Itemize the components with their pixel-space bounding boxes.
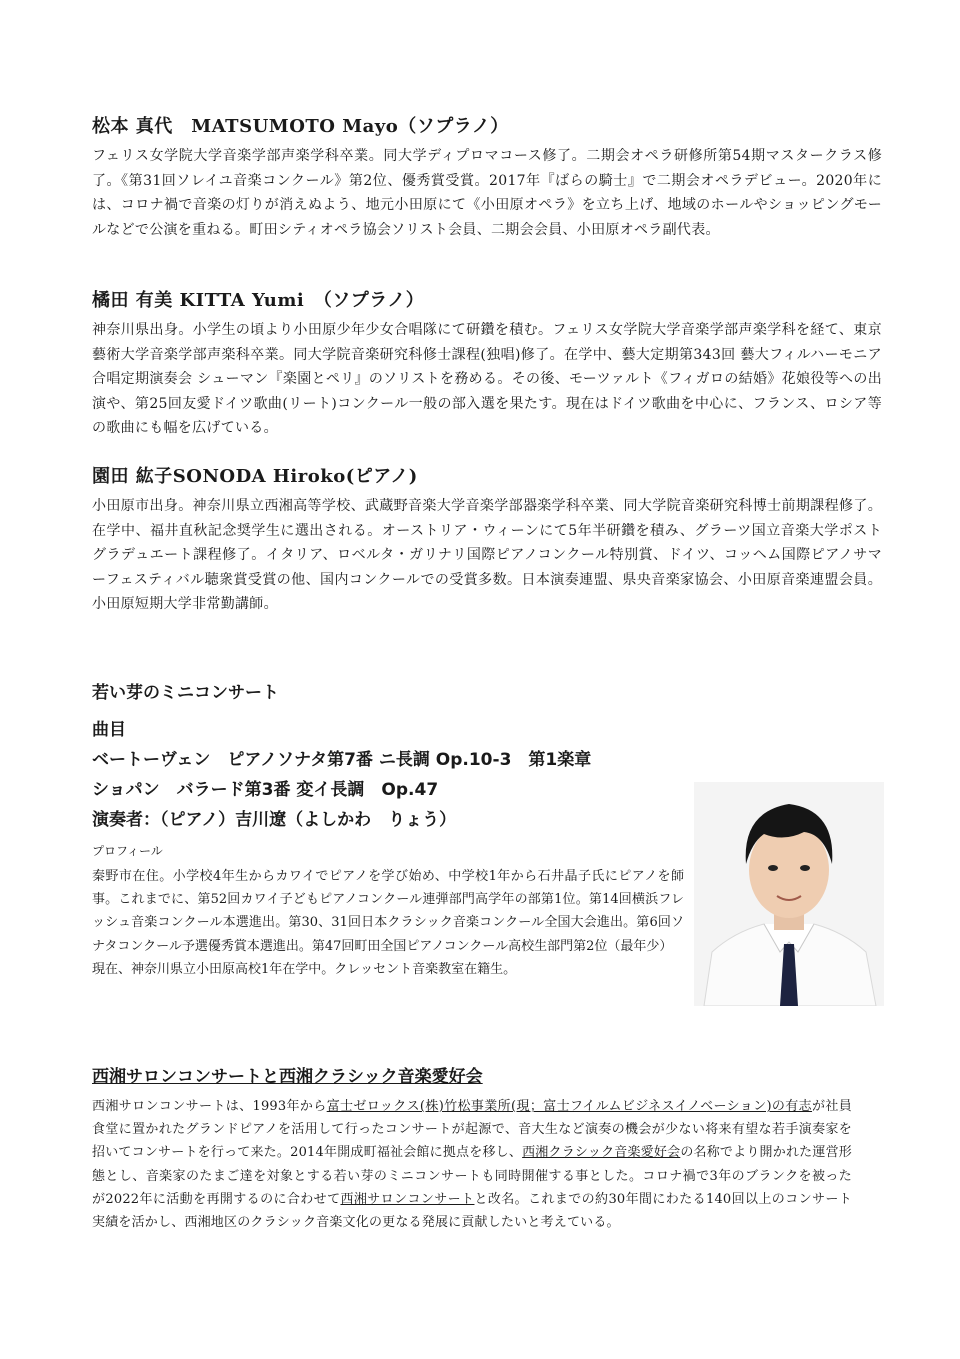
- program-label: 曲目: [92, 720, 126, 740]
- portrait-image: [694, 782, 884, 1006]
- performer-photo: [694, 782, 884, 1006]
- piece-chopin: ショパン バラード第3番 変イ長調 Op.47: [92, 780, 439, 800]
- salon-text-underlined: 西湘サロンコンサート: [340, 1191, 475, 1207]
- bio-text: 神奈川県出身。小学生の頃より小田原少年少女合唱隊にて研鑽を積む。フェリス女学院大学音楽学部声楽学科を経て、東京藝術大学音楽学部声楽科卒業。同大学院音楽研究科修士課程(独唱)修了。在学中、藝大定期第343回 藝大フィルハーモニア合唱定期演奏会 シューマン『楽園とペリ』のソリストを務める。その後、モーツァルト《フィガロの結婚》花娘役等への出演や、第25回友愛ドイツ歌曲(リート)コンクール一般の部入選を果たす。現在はドイツ歌曲を中心に、フランス、ロシア等の歌曲にも幅を広げている。: [92, 322, 882, 436]
- salon-text-part: が社員食堂に置かれたグランドピアノを活用して行ったコンサートが起源で、音大生など演奏の機会が少ない将来有望な若手演奏家を招いてコンサートを行って来た。2014年開成町福祉会館に拠点を移し、: [92, 1099, 852, 1161]
- bio-heading: 園田 紘子SONODA Hiroko(ピアノ): [92, 466, 418, 487]
- salon-title: 西湘サロンコンサートと西湘クラシック音楽愛好会: [92, 1067, 483, 1087]
- concert-title: 若い芽のミニコンサート: [92, 683, 279, 703]
- salon-text-part: 西湘サロンコンサートは、1993年から: [92, 1099, 327, 1114]
- salon-text-underlined: 富士ゼロックス(株)竹松事業所(現；富士フイルムビジネスイノベーション)の有志: [326, 1099, 813, 1114]
- bio-text: フェリス女学院大学音楽学部声楽学科卒業。同大学ディプロマコース修了。二期会オペラ研修所第54期マスタークラス修了。《第31回ソレイユ音楽コンクール》第2位、優秀賞受賞。2017年『ばらの騎士』で二期会オペラデビュー。2020年には、コロナ禍で音楽の灯りが消えぬよう、地元小田原にて《小田原オペラ》を立ち上げ、地域のホールやショッピングモールなどで公演を重ねる。町田シティオペラ協会ソリスト会員、二期会会員、小田原オペラ副代表。: [92, 148, 882, 238]
- bio-heading: 松本 真代 MATSUMOTO Mayo（ソプラノ）: [92, 116, 509, 137]
- salon-text-part: の名称でより開かれた運営形態とし、音楽家のたまご達を対象とする若い芽のミニコンサートも同時開催する事とした。コロナ禍で3年のブランクを被ったが2022年に活動を再開するのに合わせて: [92, 1145, 852, 1207]
- profile-text: 秦野市在住。小学校4年生からカワイでピアノを学び始め、中学校1年から石井晶子氏にピアノを師事。これまでに、第52回カワイ子どもピアノコンクール連弾部門高学年の部第1位。第14回横浜フレッシュ音楽コンクール本選進出。第30、31回日本クラシック音楽コンクール全国大会進出。第6回ソナタコンクール予選優秀賞本選進出。第47回町田全国ピアノコンクール高校生部門第2位（最年少）: [92, 869, 684, 954]
- performer-profile: [92, 842, 684, 981]
- salon-section: [92, 1062, 852, 1234]
- performer: 演奏者：（ピアノ）吉川遼（よしかわ りょう）: [92, 810, 457, 830]
- bio-matsumoto: [92, 112, 882, 242]
- bio-text: 小田原市出身。神奈川県立西湘高等学校、武蔵野音楽大学音楽学部器楽学科卒業、同大学院音楽研究科博士前期課程修了。在学中、福井直秋記念奨学生に選出される。オーストリア・ウィーンにて5年半研鑽を積み、グラーツ国立音楽大学ポストグラデュエート課程修了。イタリア、ロベルタ・ガリナリ国際ピアノコンクール特別賞、ドイツ、コッヘム国際ピアノサマーフェスティバル聴衆賞受賞の他、国内コンクールでの受賞多数。日本演奏連盟、県央音楽家協会、小田原音楽連盟会員。小田原短期大学非常勤講師。: [92, 498, 882, 612]
- profile-text-current: 現在、神奈川県立小田原高校1年在学中。クレッセント音楽教室在籍生。: [92, 961, 517, 977]
- piece-beethoven: ベートーヴェン ピアノソナタ第7番 ニ長調 Op.10-3 第1楽章: [92, 750, 592, 770]
- salon-text: [92, 1095, 852, 1234]
- profile-label: プロフィール: [92, 844, 163, 858]
- bio-heading: 橘田 有美 KITTA Yumi （ソプラノ）: [92, 290, 425, 311]
- bio-sonoda: [92, 462, 882, 617]
- mini-concert-section: [92, 678, 692, 835]
- salon-text-underlined: 西湘クラシック音楽愛好会: [522, 1145, 681, 1161]
- bio-kitta: [92, 286, 882, 441]
- salon-text-part: と改名。これまでの約30年間にわたる140回以上のコンサート実績を活かし、西湘地区のクラシック音楽文化の更なる発展に貢献したいと考えている。: [92, 1191, 852, 1231]
